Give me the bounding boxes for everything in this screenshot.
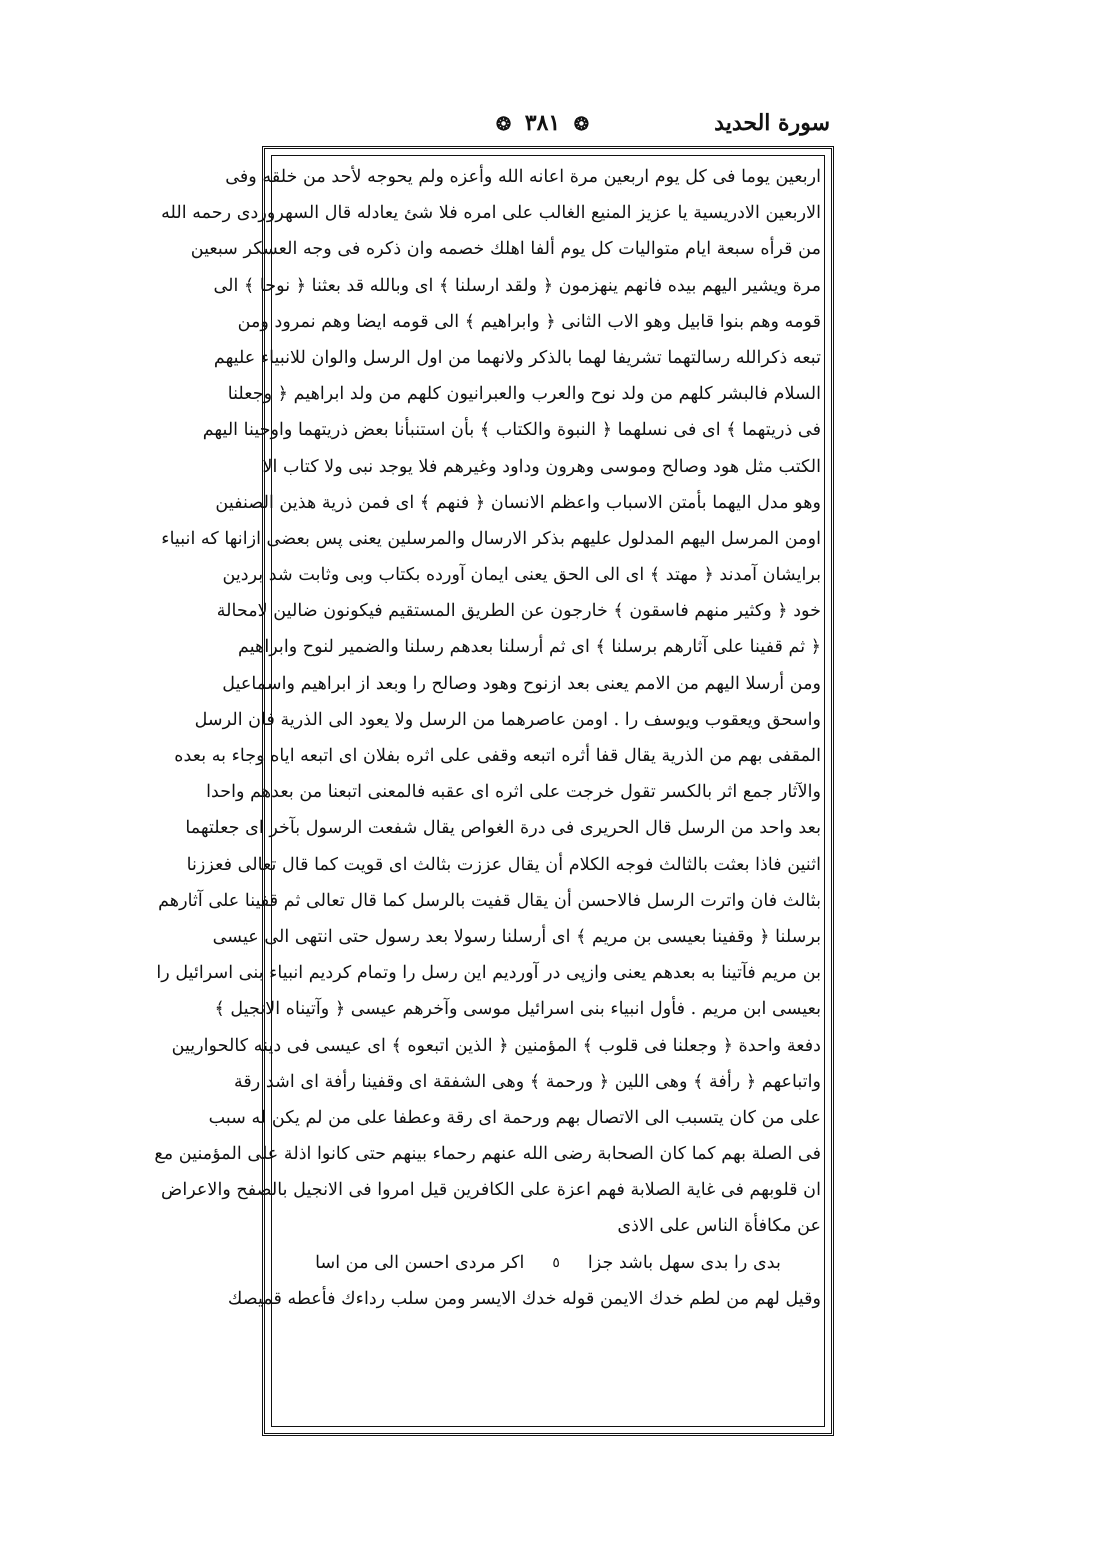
page-header (255, 110, 830, 150)
ornament-right-icon: ❂ (573, 114, 589, 135)
text-line: برايشان آمدند ﴿ مهتد ﴾ اى الى الحق يعنى ايمان آورده بكتاب وبى وثابت شد بردين (222, 565, 821, 586)
text-line: ان قلوبهم فى غاية الصلابة فهم اعزة على الكافرين قيل امروا فى الانجيل بالصفح والاعراض (161, 1180, 821, 1201)
ornament-left-icon: ❂ (496, 114, 512, 135)
text-line: خود ﴿ وكثير منهم فاسقون ﴾ خارجون عن الطريق المستقيم فيكونون ضالين لامحالة (216, 601, 821, 622)
text-line: والآثار جمع اثر بالكسر تقول خرجت على اثره اى عقبه فالمعنى اتبعنا من بعدهم واحدا (206, 782, 821, 803)
text-line: الكتب مثل هود وصالح وموسى وهرون وداود وغيرهم فلا يوجد نبى ولا كتاب الا (262, 456, 821, 477)
text-line: فى الصلة بهم كما كان الصحابة رضى الله عنهم رحماء بينهم حتى كانوا اذلة على المؤمنين مع (154, 1144, 821, 1165)
text-line: واسحق ويعقوب ويوسف را . اومن عاصرهما من الرسل ولا يعود الى الذرية فان الرسل (194, 709, 821, 730)
text-line: فى ذريتهما ﴾ اى فى نسلهما ﴿ النبوة والكتاب ﴾ بأن استنبأنا بعض ذريتهما واوحينا اليهم (202, 420, 821, 441)
text-line: تبعه ذكرالله رسالتهما تشريفا لهما بالذكر ولانهما من اول الرسل والوان للانبياء عليهم (213, 347, 821, 368)
text-line: بثالث فان واترت الرسل فالاحسن أن يقال قفيت بالرسل كما قال تعالى ثم قفينا على آثارهم (158, 890, 821, 911)
text-line: قومه وهم بنوا قابيل وهو الاب الثانى ﴿ وابراهيم ﴾ الى قومه ايضا وهم نمرود ومن (237, 311, 821, 332)
text-line: على من كان يتسبب الى الاتصال بهم ورحمة اى رقة وعطفا على من لم يكن له سبب (208, 1107, 821, 1128)
page-number: ٣٨١ (524, 110, 561, 136)
text-line: دفعة واحدة ﴿ وجعلنا فى قلوب ﴾ المؤمنين ﴿ الذين اتبعوه ﴾ اى عيسى فى دينه كالحواريين (171, 1035, 821, 1056)
poem-separator: ٥ (552, 1254, 560, 1271)
surah-title: سورة الحديد (714, 110, 830, 136)
text-line: عن مكافأة الناس على الاذى (617, 1216, 821, 1237)
text-line: ﴿ ثم قفينا على آثارهم برسلنا ﴾ اى ثم أرسلنا بعدهم رسلنا والضمير لنوح وابراهيم (238, 637, 821, 658)
text-line: السلام فالبشر كلهم من ولد نوح والعرب والعبرانيون كلهم من ولد ابراهيم ﴿ وجعلنا (227, 384, 821, 405)
text-line: وهو مدل اليهما بأمتن الاسباب واعظم الانسان ﴿ فنهم ﴾ اى فمن ذرية هذين الصنفين (215, 492, 821, 513)
text-body (154, 159, 821, 1423)
text-frame (154, 146, 834, 1436)
text-line: المقفى بهم من الذرية يقال قفا أثره اتبعه وقفى على اثره بفلان اى اتبعه اياه وجاء به بعده (174, 746, 821, 766)
text-line: الاربعين الادريسية يا عزيز المنيع الغالب على امره فلا شئ يعادله قال السهروردى رحمه الله (161, 203, 821, 224)
text-line: ومن أرسلا اليهم من الامم يعنى بعد ازنوح وهود وصالح را وبعد از ابراهيم واسماعيل (222, 673, 821, 694)
text-line: من قرأه سبعة ايام متواليات كل يوم ألفا اهلك خصمه وان ذكره فى وجه العسكر سبعين (190, 239, 821, 260)
text-line: اربعين يوما فى كل يوم اربعين مرة اعانه الله وأعزه ولم يحوجه لأحد من خلقه وفى (225, 167, 821, 187)
text-line: بعيسى ابن مريم . فأول انبياء بنى اسرائيل موسى وآخرهم عيسى ﴿ وآتيناه الانجيل ﴾ (214, 999, 821, 1020)
text-line: بعد واحد من الرسل قال الحريرى فى درة الغواص يقال شفعت الرسول بآخر اى جعلتهما (185, 818, 821, 839)
poem-verse (275, 1245, 821, 1281)
text-line: برسلنا ﴿ وقفينا بعيسى بن مريم ﴾ اى أرسلنا رسولا بعد رسول حتى انتهى الى عيسى (212, 926, 821, 947)
text-line-final: وقيل لهم من لطم خدك الايمن قوله خدك الايسر ومن سلب رداءك فأعطه قميصك (227, 1288, 821, 1309)
text-line: اومن المرسل اليهم المدلول عليهم بذكر الارسال والمرسلين يعنى پس بعضى ازانها كه انبياء (161, 528, 821, 549)
poem-hemistich-right: بدى را بدى سهل باشد جزا (587, 1252, 781, 1273)
poem-hemistich-left: اكر مردى احسن الى من اسا (315, 1252, 525, 1273)
text-line: واتباعهم ﴿ رأفة ﴾ وهى اللين ﴿ ورحمة ﴾ وهى الشفقة اى وقفينا رأفة اى اشد رقة (233, 1071, 821, 1092)
text-line: مرة ويشير اليهم بيده فانهم ينهزمون ﴿ ولقد ارسلنا ﴾ اى وبالله قد بعثنا ﴿ نوحا ﴾ الى (213, 275, 821, 296)
text-line: اثنين فاذا بعثت بالثالث فوجه الكلام أن يقال عززت بثالث اى قويت كما قال تعالى فعززنا (186, 854, 821, 875)
text-line: بن مريم فآتينا به بعدهم يعنى وازپى در آورديم اين رسل را وتمام كرديم انبياء بنى اسرائيل را (156, 963, 821, 984)
page-number-block (255, 110, 830, 136)
